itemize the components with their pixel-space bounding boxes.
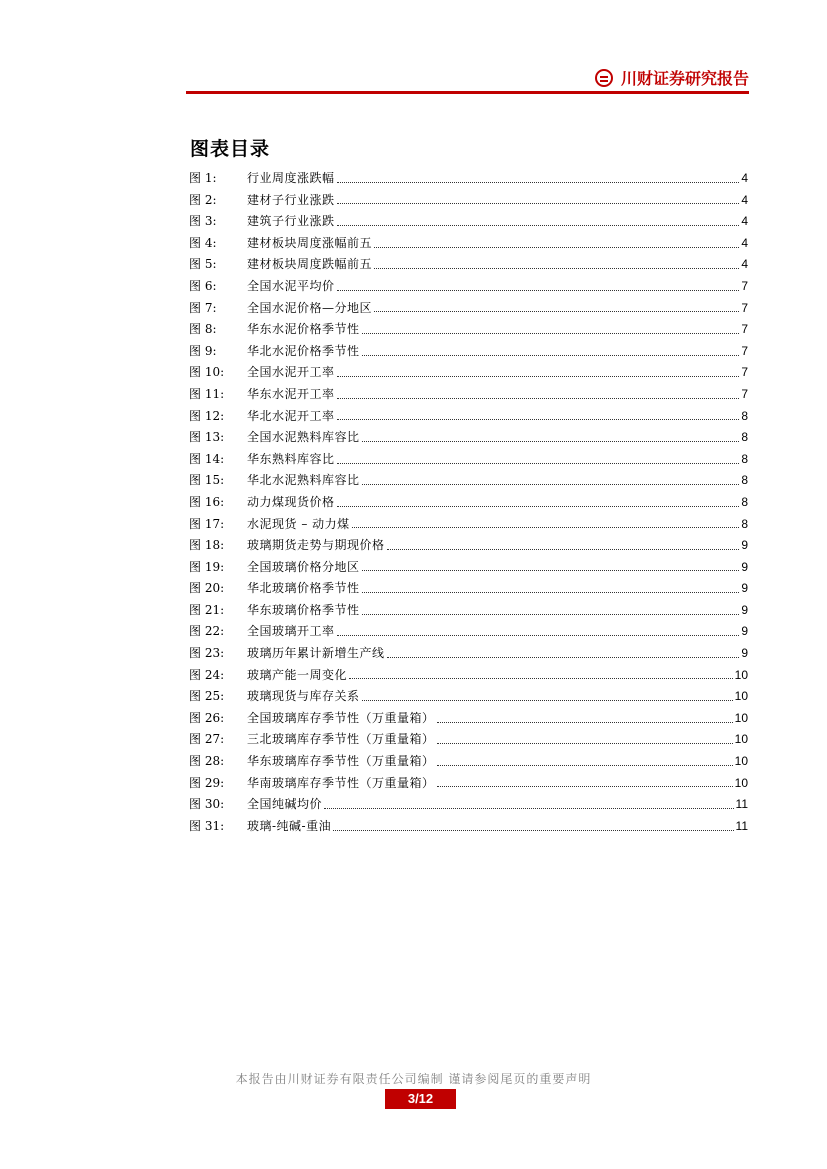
- page-reference: 11: [735, 818, 748, 833]
- dot-leader: [362, 699, 733, 701]
- page-reference: 8: [741, 408, 748, 423]
- dot-leader: [362, 483, 740, 485]
- dot-leader: [337, 375, 740, 377]
- dot-leader: [349, 677, 733, 679]
- figure-number: 图 8:: [189, 322, 217, 337]
- page-reference: 10: [734, 667, 748, 682]
- toc-entry[interactable]: [189, 254, 748, 276]
- dot-leader: [337, 224, 740, 226]
- header-rule: [186, 91, 749, 94]
- figure-number: 图 15:: [189, 473, 225, 488]
- page-reference: 4: [741, 171, 748, 185]
- dot-leader: [324, 807, 734, 809]
- table-of-figures: [189, 168, 748, 837]
- figure-number: 图 1:: [189, 171, 217, 185]
- figure-caption: 华南玻璃库存季节性（万重量箱）: [247, 775, 435, 790]
- figure-caption: 华北水泥价格季节性: [247, 343, 360, 358]
- figure-caption: 建材板块周度跌幅前五: [247, 257, 373, 272]
- dot-leader: [337, 289, 740, 291]
- figure-caption: 华北水泥开工率: [247, 408, 335, 423]
- toc-entry[interactable]: [189, 729, 748, 751]
- figure-caption: 全国玻璃开工率: [247, 624, 335, 639]
- toc-entry[interactable]: [189, 190, 748, 212]
- figure-caption: 玻璃期货走势与期现价格: [247, 538, 385, 553]
- page-reference: 10: [734, 689, 748, 704]
- figure-caption: 水泥现货 – 动力煤: [247, 516, 350, 531]
- toc-entry[interactable]: [189, 557, 748, 579]
- toc-title: 图表目录: [190, 138, 271, 160]
- figure-caption: 华东水泥开工率: [247, 386, 335, 401]
- brand: [595, 66, 749, 89]
- figure-number: 图 18:: [189, 538, 225, 553]
- toc-entry[interactable]: [189, 427, 748, 449]
- dot-leader: [387, 656, 740, 658]
- page-reference: 4: [741, 257, 748, 272]
- page-reference: 9: [741, 538, 748, 553]
- figure-number: 图 11:: [189, 386, 225, 401]
- dot-leader: [337, 634, 740, 636]
- toc-entry[interactable]: [189, 449, 748, 471]
- figure-number: 图 13:: [189, 430, 225, 445]
- dot-leader: [352, 526, 740, 528]
- page-reference: 8: [741, 473, 748, 488]
- page-reference: 7: [741, 322, 748, 337]
- page-reference: 9: [741, 624, 748, 639]
- figure-caption: 华北水泥熟料库容比: [247, 473, 360, 488]
- page-reference: 10: [734, 754, 748, 769]
- figure-caption: 华东熟料库容比: [247, 451, 335, 466]
- page-reference: 7: [741, 365, 748, 380]
- dot-leader: [387, 548, 740, 550]
- dot-leader: [437, 742, 733, 744]
- page-reference: 4: [741, 192, 748, 207]
- figure-caption: 华东水泥价格季节性: [247, 322, 360, 337]
- toc-entry[interactable]: [189, 341, 748, 363]
- figure-caption: 玻璃产能一周变化: [247, 667, 348, 682]
- dot-leader: [374, 267, 739, 269]
- toc-entry[interactable]: [189, 384, 748, 406]
- figure-caption: 三北玻璃库存季节性（万重量箱）: [247, 732, 435, 747]
- figure-number: 图 19:: [189, 559, 225, 574]
- figure-number: 图 24:: [189, 667, 225, 682]
- figure-caption: 全国水泥开工率: [247, 365, 335, 380]
- page-reference: 8: [741, 430, 748, 445]
- toc-entry[interactable]: [189, 362, 748, 384]
- report-header: [186, 66, 749, 92]
- figure-number: 图 16:: [189, 494, 225, 509]
- dot-leader: [362, 332, 740, 334]
- toc-entry[interactable]: [189, 665, 748, 687]
- figure-number: 图 28:: [189, 754, 225, 769]
- figure-caption: 全国玻璃库存季节性（万重量箱）: [247, 710, 435, 725]
- page-number: 3/12: [385, 1089, 456, 1109]
- figure-caption: 全国水泥价格—分地区: [247, 300, 373, 315]
- figure-number: 图 23:: [189, 646, 225, 661]
- toc-entry[interactable]: [189, 535, 748, 557]
- page-reference: 10: [734, 710, 748, 725]
- figure-number: 图 21:: [189, 602, 225, 617]
- toc-entry[interactable]: [189, 600, 748, 622]
- brand-name: 川财证券研究报告: [620, 69, 749, 88]
- figure-number: 图 27:: [189, 732, 225, 747]
- dot-leader: [362, 440, 740, 442]
- toc-entry[interactable]: [189, 211, 748, 233]
- page-reference: 7: [741, 300, 748, 315]
- dot-leader: [337, 397, 740, 399]
- figure-number: 图 5:: [189, 257, 217, 272]
- toc-entry[interactable]: [189, 708, 748, 730]
- toc-entry[interactable]: [189, 406, 748, 428]
- figure-number: 图 30:: [189, 797, 225, 812]
- dot-leader: [362, 354, 740, 356]
- page-reference: 10: [734, 775, 748, 790]
- figure-caption: 华东玻璃价格季节性: [247, 602, 360, 617]
- figure-number: 图 25:: [189, 689, 225, 704]
- figure-number: 图 3:: [189, 214, 217, 229]
- dot-leader: [437, 764, 733, 766]
- figure-number: 图 7:: [189, 300, 217, 315]
- page-reference: 9: [741, 602, 748, 617]
- figure-number: 图 17:: [189, 516, 225, 531]
- dot-leader: [374, 246, 739, 248]
- toc-entry[interactable]: [189, 168, 748, 190]
- toc-entry[interactable]: [189, 514, 748, 536]
- footer-note: 本报告由川财证券有限责任公司编制 谨请参阅尾页的重要声明: [235, 1072, 592, 1086]
- dot-leader: [437, 785, 733, 787]
- figure-number: 图 31:: [189, 818, 225, 833]
- page-reference: 8: [741, 451, 748, 466]
- figure-number: 图 26:: [189, 710, 225, 725]
- toc-entry[interactable]: [189, 794, 748, 816]
- page-reference: 4: [741, 235, 748, 250]
- dot-leader: [333, 829, 733, 831]
- toc-entry[interactable]: [189, 643, 748, 665]
- figure-caption: 全国水泥熟料库容比: [247, 430, 360, 445]
- figure-caption: 建材子行业涨跌: [247, 192, 335, 207]
- figure-caption: 玻璃-纯碱-重油: [247, 818, 332, 833]
- page-reference: 4: [741, 214, 748, 229]
- page-reference: 10: [734, 732, 748, 747]
- toc-entry[interactable]: [189, 621, 748, 643]
- figure-caption: 行业周度涨跌幅: [247, 171, 335, 185]
- page-reference: 8: [741, 516, 748, 531]
- figure-caption: 华北玻璃价格季节性: [247, 581, 360, 596]
- dot-leader: [362, 591, 740, 593]
- dot-leader: [437, 721, 733, 723]
- toc-entry[interactable]: [189, 233, 748, 255]
- toc-entry[interactable]: [189, 276, 748, 298]
- figure-caption: 全国玻璃价格分地区: [247, 559, 360, 574]
- figure-number: 图 14:: [189, 451, 225, 466]
- figure-caption: 玻璃历年累计新增生产线: [247, 646, 385, 661]
- page-reference: 9: [741, 559, 748, 574]
- chuancai-logo-icon: [595, 69, 613, 87]
- page-reference: 8: [741, 494, 748, 509]
- page-reference: 9: [741, 581, 748, 596]
- dot-leader: [337, 202, 740, 204]
- figure-number: 图 22:: [189, 624, 225, 639]
- figure-number: 图 9:: [189, 343, 217, 358]
- toc-entry[interactable]: [189, 298, 748, 320]
- figure-caption: 建材板块周度涨幅前五: [247, 235, 373, 250]
- dot-leader: [362, 613, 740, 615]
- figure-number: 图 12:: [189, 408, 225, 423]
- figure-number: 图 29:: [189, 775, 225, 790]
- dot-leader: [337, 505, 740, 507]
- toc-entry[interactable]: [189, 470, 748, 492]
- page-reference: 9: [741, 646, 748, 661]
- figure-caption: 全国水泥平均价: [247, 278, 335, 293]
- page-reference: 11: [735, 797, 748, 812]
- toc-entry[interactable]: [189, 686, 748, 708]
- toc-entry[interactable]: [189, 578, 748, 600]
- toc-entry[interactable]: [189, 492, 748, 514]
- figure-caption: 华东玻璃库存季节性（万重量箱）: [247, 754, 435, 769]
- page-reference: 7: [741, 386, 748, 401]
- dot-leader: [337, 181, 740, 183]
- figure-number: 图 2:: [189, 192, 217, 207]
- figure-caption: 动力煤现货价格: [247, 494, 335, 509]
- page-reference: 7: [741, 278, 748, 293]
- figure-caption: 玻璃现货与库存关系: [247, 689, 360, 704]
- dot-leader: [362, 569, 740, 571]
- figure-number: 图 4:: [189, 235, 217, 250]
- dot-leader: [337, 418, 740, 420]
- toc-entry[interactable]: [189, 751, 748, 773]
- figure-caption: 建筑子行业涨跌: [247, 214, 335, 229]
- figure-number: 图 6:: [189, 278, 217, 293]
- figure-number: 图 20:: [189, 581, 225, 596]
- dot-leader: [337, 462, 740, 464]
- toc-entry[interactable]: [189, 816, 748, 838]
- figure-caption: 全国纯碱均价: [247, 797, 323, 812]
- toc-entry[interactable]: [189, 773, 748, 795]
- toc-entry[interactable]: [189, 319, 748, 341]
- dot-leader: [374, 310, 739, 312]
- page-reference: 7: [741, 343, 748, 358]
- figure-number: 图 10:: [189, 365, 225, 380]
